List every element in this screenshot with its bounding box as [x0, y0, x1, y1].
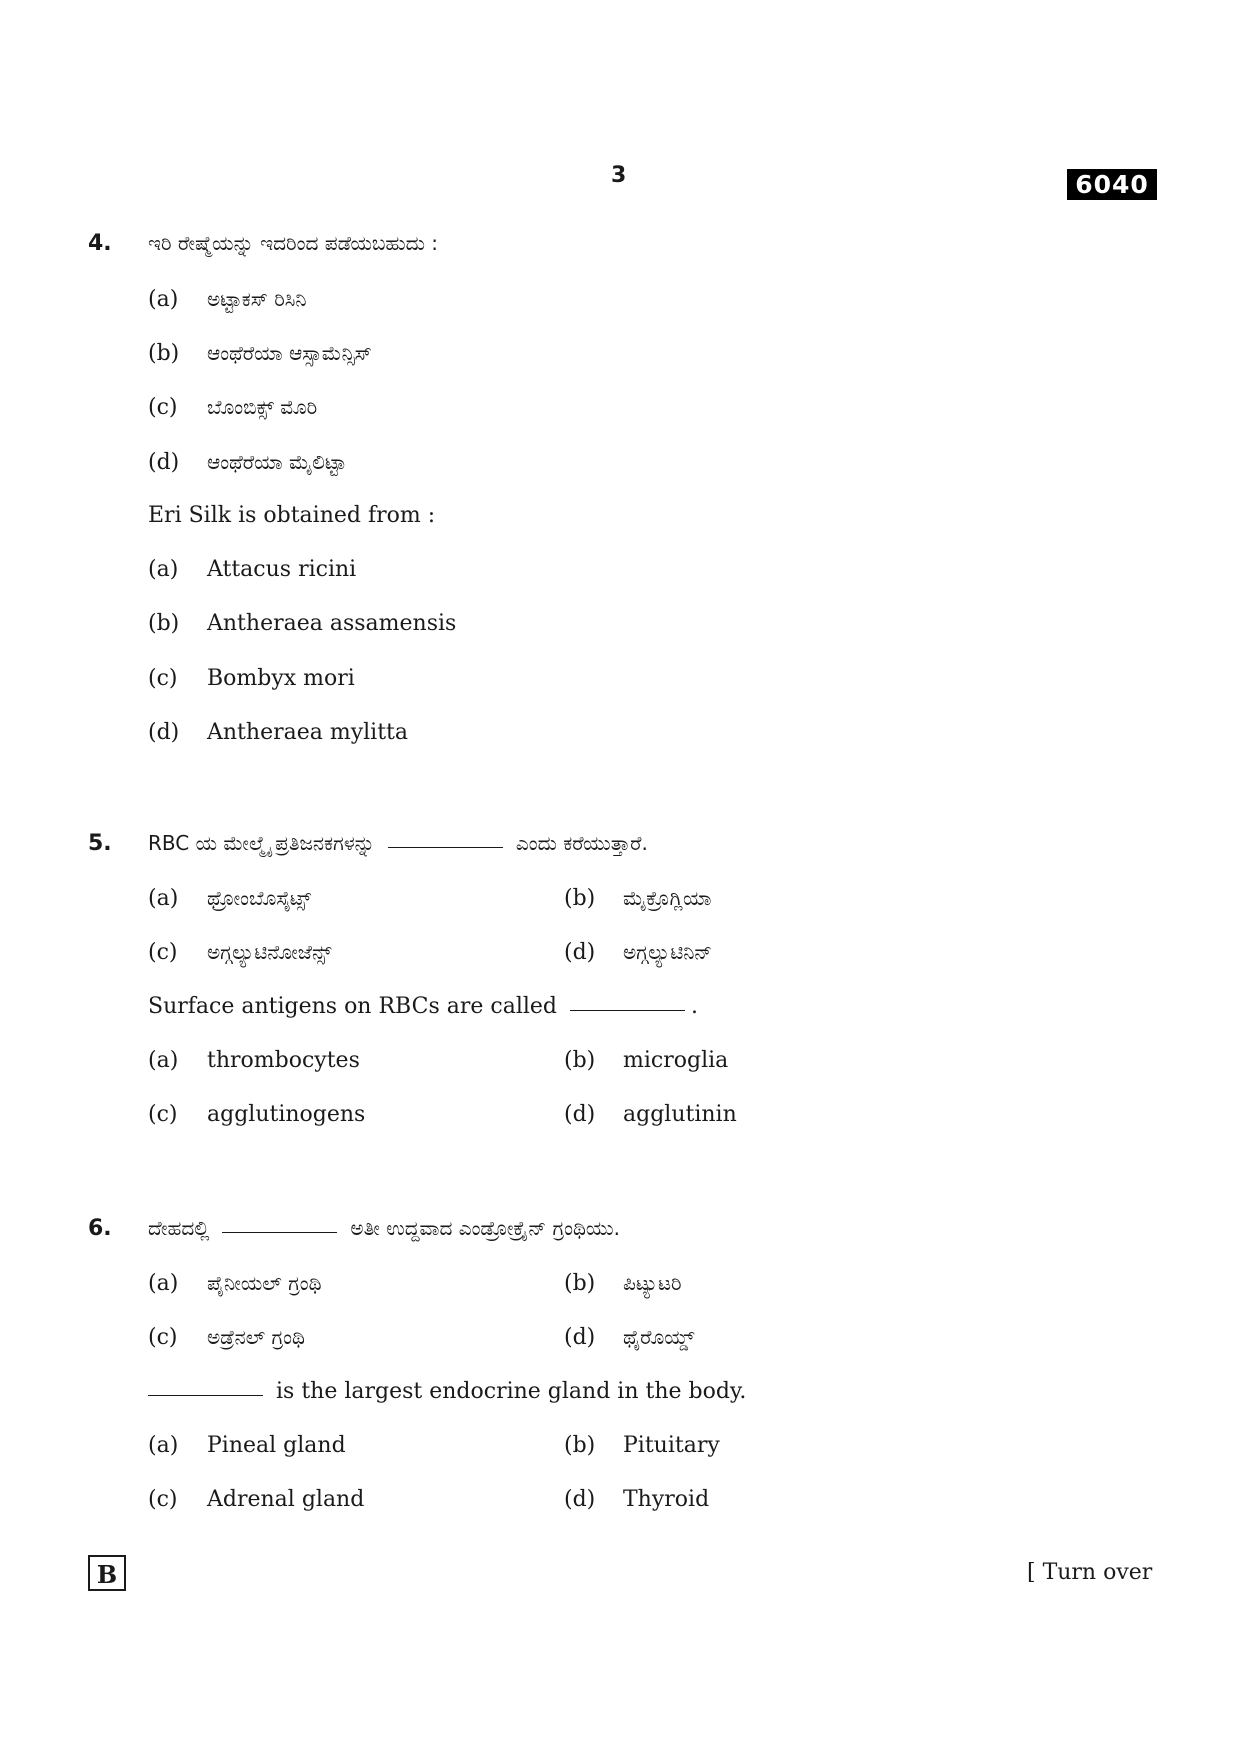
- option-text: ಬೊಂಬಿಕ್ಸ್ ಮೊರಿ: [207, 395, 318, 419]
- question-number: 4.: [88, 231, 112, 256]
- option-label: (b): [564, 1433, 596, 1458]
- option-english: [564, 1487, 709, 1512]
- option-text: Antheraea assamensis: [207, 611, 457, 636]
- option-kannada: [564, 1325, 694, 1350]
- option-text: agglutinin: [623, 1102, 737, 1127]
- question-text-part: ಅತೀ ಉದ್ದವಾದ ಎಂಡ್ರೋಕ್ರೈನ್ ಗ್ರಂಥಿಯು.: [350, 1216, 621, 1240]
- option-english: [148, 1102, 365, 1127]
- option-text: ಥ್ರೋಂಬೊಸೈಟ್ಸ್: [207, 886, 312, 910]
- option-english: [564, 1433, 720, 1458]
- option-label: (d): [564, 1325, 596, 1350]
- option-label: (d): [564, 1102, 596, 1127]
- option-english: [148, 611, 456, 636]
- option-kannada: [148, 1325, 305, 1350]
- option-kannada: [564, 940, 712, 965]
- option-label: (c): [148, 1487, 178, 1512]
- option-label: (c): [148, 666, 178, 691]
- option-label: (d): [564, 1487, 596, 1512]
- option-text: Pituitary: [623, 1433, 720, 1458]
- option-text: ಆಂಥೆರೆಯಾ ಮೈಲಿಟ್ಟಾ: [207, 450, 347, 474]
- option-label: (c): [148, 940, 178, 965]
- turn-over-note: [ Turn over: [1027, 1560, 1153, 1585]
- option-text: ಅಗ್ಗಲ್ಯುಟಿನಿನ್: [623, 940, 712, 964]
- question-text-part: ಎಂದು ಕರೆಯುತ್ತಾರೆ.: [515, 831, 648, 855]
- question-text-kannada: [148, 831, 648, 856]
- option-text: ಅಗ್ಗಲ್ಯುಟಿನೋಜೆನ್ಸ್: [207, 940, 332, 964]
- option-english: [148, 720, 408, 745]
- option-label: (d): [148, 720, 180, 745]
- option-text: thrombocytes: [207, 1048, 360, 1073]
- option-text: Bombyx mori: [207, 666, 355, 691]
- option-text: ಪೈನೀಯಲ್ ಗ್ರಂಥಿ: [207, 1271, 322, 1295]
- option-kannada: [148, 341, 372, 366]
- option-label: (c): [148, 1325, 178, 1350]
- option-kannada: [148, 886, 311, 911]
- option-english: [148, 1433, 346, 1458]
- question-text-kannada: [148, 1216, 620, 1241]
- option-english: [148, 666, 355, 691]
- question-text-part: .: [691, 994, 698, 1019]
- option-label: (b): [148, 341, 180, 366]
- booklet-series-box: B: [88, 1555, 126, 1591]
- option-text: ಮೈಕ್ರೊಗ್ಲಿಯಾ: [623, 886, 712, 910]
- option-label: (b): [564, 1271, 596, 1296]
- question-text-english: Eri Silk is obtained from :: [148, 503, 436, 528]
- question-number: 5.: [88, 831, 112, 856]
- option-kannada: [148, 287, 307, 312]
- option-kannada: [148, 450, 347, 475]
- option-label: (b): [564, 886, 596, 911]
- option-english: [148, 557, 356, 582]
- answer-blank: [570, 1009, 685, 1011]
- option-label: (b): [148, 611, 180, 636]
- question-text-english: [148, 994, 698, 1019]
- option-english: [564, 1048, 728, 1073]
- option-text: Antheraea mylitta: [207, 720, 409, 745]
- option-kannada: [148, 395, 317, 420]
- option-label: (a): [148, 1271, 179, 1296]
- paper-code-badge: 6040: [1067, 169, 1157, 200]
- option-text: Attacus ricini: [207, 557, 357, 582]
- option-label: (c): [148, 395, 178, 420]
- question-text-part: RBC ಯ ಮೇಲ್ಮೈ ಪ್ರತಿಜನಕಗಳನ್ನು: [148, 831, 375, 855]
- option-text: agglutinogens: [207, 1102, 366, 1127]
- option-text: microglia: [623, 1048, 729, 1073]
- question-text-english: [148, 1379, 746, 1404]
- option-label: (d): [564, 940, 596, 965]
- option-kannada: [148, 1271, 322, 1296]
- option-label: (a): [148, 287, 179, 312]
- option-kannada: [564, 886, 711, 911]
- option-text: ಆಂಥೆರೆಯಾ ಆಸ್ಸಾಮೆನ್ಸಿಸ್: [207, 341, 372, 365]
- option-label: (b): [564, 1048, 596, 1073]
- option-label: (a): [148, 886, 179, 911]
- option-english: [148, 1487, 364, 1512]
- option-kannada: [564, 1271, 682, 1296]
- option-english: [564, 1102, 737, 1127]
- option-text: ಥೈರೊಯ್ಡ್: [623, 1325, 695, 1349]
- question-text-part: ದೇಹದಲ್ಲಿ: [148, 1216, 210, 1240]
- option-label: (c): [148, 1102, 178, 1127]
- option-label: (d): [148, 450, 180, 475]
- option-text: Pineal gland: [207, 1433, 346, 1458]
- answer-blank: [388, 846, 503, 848]
- option-kannada: [148, 940, 331, 965]
- question-text-kannada: ಇರಿ ರೇಷ್ಮೆಯನ್ನು ಇದರಿಂದ ಪಡೆಯಬಹುದು :: [148, 231, 439, 255]
- answer-blank: [222, 1231, 337, 1233]
- option-label: (a): [148, 1048, 179, 1073]
- option-english: [148, 1048, 360, 1073]
- option-text: Thyroid: [623, 1487, 710, 1512]
- question-text-part: Surface antigens on RBCs are called: [148, 994, 557, 1019]
- answer-blank: [148, 1394, 263, 1396]
- question-text-part: is the largest endocrine gland in the body.: [276, 1379, 747, 1404]
- option-text: ಅಟ್ಟಾಕಸ್ ರಿಸಿನಿ: [207, 287, 307, 311]
- option-text: ಅಡ್ರೆನಲ್ ಗ್ರಂಥಿ: [207, 1325, 305, 1349]
- option-text: ಪಿಟ್ಯುಟರಿ: [623, 1271, 682, 1295]
- question-number: 6.: [88, 1216, 112, 1241]
- page-number: 3: [611, 163, 627, 188]
- option-label: (a): [148, 1433, 179, 1458]
- option-label: (a): [148, 557, 179, 582]
- option-text: Adrenal gland: [207, 1487, 365, 1512]
